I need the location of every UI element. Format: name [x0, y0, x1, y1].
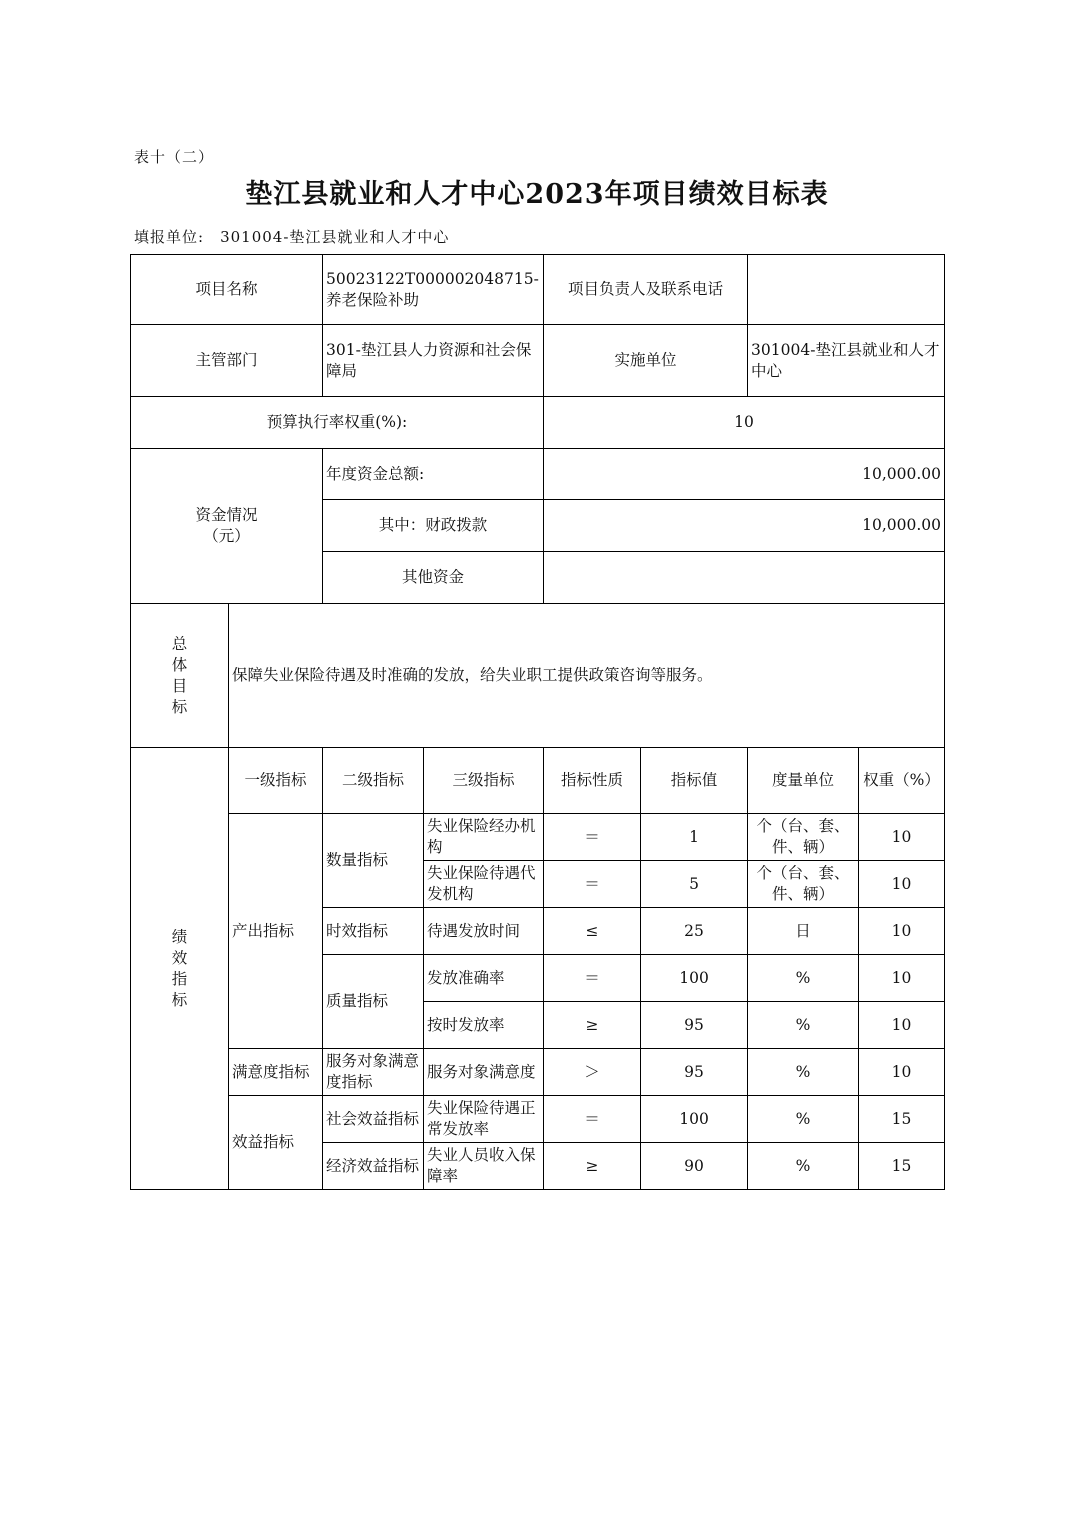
header-nature: 指标性质 [544, 748, 641, 814]
unit-cell: 个（台、套、件、辆） [748, 861, 859, 908]
indicators-label-cell [131, 748, 229, 1190]
implementing-unit-value: 301004-垫江县就业和人才中心 [748, 325, 945, 397]
form-number: 表十（二） [134, 148, 215, 166]
value-cell: 95 [641, 1002, 748, 1049]
weight-cell: 15 [859, 1096, 945, 1143]
header-value: 指标值 [641, 748, 748, 814]
budget-rate-label: 预算执行率权重(%): [131, 397, 544, 449]
unit-cell: % [748, 1143, 859, 1190]
level3-cell: 按时发放率 [424, 1002, 544, 1049]
unit-cell: % [748, 1002, 859, 1049]
unit-cell: 个（台、套、件、辆） [748, 814, 859, 861]
unit-cell: % [748, 1096, 859, 1143]
nature-cell: ＝ [544, 814, 641, 861]
contact-label: 项目负责人及联系电话 [544, 255, 748, 325]
value-cell: 5 [641, 861, 748, 908]
level1-cell: 效益指标 [229, 1096, 323, 1190]
unit-cell: % [748, 955, 859, 1002]
funds-unit: （元） [203, 527, 250, 545]
weight-cell: 10 [859, 1049, 945, 1096]
contact-value [748, 255, 945, 325]
header-unit: 度量单位 [748, 748, 859, 814]
level2-cell: 质量指标 [323, 955, 424, 1049]
funds-label-cell [131, 449, 323, 604]
weight-cell: 15 [859, 1143, 945, 1190]
header-level3: 三级指标 [424, 748, 544, 814]
level2-cell: 经济效益指标 [323, 1143, 424, 1190]
level3-cell: 服务对象满意度 [424, 1049, 544, 1096]
nature-cell: ＝ [544, 955, 641, 1002]
nature-cell: ＝ [544, 1096, 641, 1143]
unit-cell: 日 [748, 908, 859, 955]
budget-rate-row [131, 397, 945, 449]
unit-cell: % [748, 1049, 859, 1096]
performance-target-table [130, 254, 945, 1190]
overall-goal-label: 总体目标 [171, 634, 188, 716]
reporting-unit [134, 226, 449, 247]
table-row [131, 814, 945, 861]
value-cell: 90 [641, 1143, 748, 1190]
overall-goal-text: 保障失业保险待遇及时准确的发放，给失业职工提供政策咨询等服务。 [229, 604, 945, 748]
fiscal-funds-value: 10,000.00 [544, 500, 945, 552]
weight-cell: 10 [859, 814, 945, 861]
funds-annual-row [131, 449, 945, 500]
level1-cell: 产出指标 [229, 814, 323, 1049]
weight-cell: 10 [859, 908, 945, 955]
weight-cell: 10 [859, 861, 945, 908]
page-title: 垫江县就业和人才中心2023年项目绩效目标表 [245, 179, 829, 210]
overall-goal-label-cell [131, 604, 229, 748]
overall-goal-row [131, 604, 945, 748]
nature-cell: ＞ [544, 1049, 641, 1096]
level2-cell: 数量指标 [323, 814, 424, 908]
reporting-unit-label: 填报单位: [134, 228, 205, 246]
nature-cell: ≥ [544, 1143, 641, 1190]
reporting-unit-value: 301004-垫江县就业和人才中心 [220, 228, 450, 246]
budget-rate-value: 10 [544, 397, 945, 449]
table-row [131, 1049, 945, 1096]
annual-funds-value: 10,000.00 [544, 449, 945, 500]
implementing-unit-label: 实施单位 [544, 325, 748, 397]
weight-cell: 10 [859, 955, 945, 1002]
table-row [131, 1096, 945, 1143]
level3-cell: 失业保险待遇正常发放率 [424, 1096, 544, 1143]
value-cell: 100 [641, 1096, 748, 1143]
level3-cell: 待遇发放时间 [424, 908, 544, 955]
level3-cell: 失业保险待遇代发机构 [424, 861, 544, 908]
department-label: 主管部门 [131, 325, 323, 397]
nature-cell: ≤ [544, 908, 641, 955]
level3-cell: 失业人员收入保障率 [424, 1143, 544, 1190]
indicator-header-row [131, 748, 945, 814]
level1-cell: 满意度指标 [229, 1049, 323, 1096]
weight-cell: 10 [859, 1002, 945, 1049]
nature-cell: ＝ [544, 861, 641, 908]
fiscal-funds-label: 其中：财政拨款 [323, 500, 544, 552]
value-cell: 95 [641, 1049, 748, 1096]
value-cell: 1 [641, 814, 748, 861]
project-name-label: 项目名称 [131, 255, 323, 325]
level3-cell: 失业保险经办机构 [424, 814, 544, 861]
project-name-row [131, 255, 945, 325]
header-level2: 二级指标 [323, 748, 424, 814]
project-name-value: 50023122T000002048715-养老保险补助 [323, 255, 544, 325]
value-cell: 25 [641, 908, 748, 955]
department-value: 301-垫江县人力资源和社会保障局 [323, 325, 544, 397]
department-row [131, 325, 945, 397]
funds-label: 资金情况 [195, 506, 258, 524]
indicators-label: 绩效指标 [171, 927, 188, 1009]
header-level1: 一级指标 [229, 748, 323, 814]
value-cell: 100 [641, 955, 748, 1002]
nature-cell: ≥ [544, 1002, 641, 1049]
level2-cell: 时效指标 [323, 908, 424, 955]
annual-funds-label: 年度资金总额: [323, 449, 544, 500]
other-funds-label: 其他资金 [323, 552, 544, 604]
level3-cell: 发放准确率 [424, 955, 544, 1002]
level2-cell: 社会效益指标 [323, 1096, 424, 1143]
header-weight: 权重（%） [859, 748, 945, 814]
level2-cell: 服务对象满意度指标 [323, 1049, 424, 1096]
other-funds-value [544, 552, 945, 604]
